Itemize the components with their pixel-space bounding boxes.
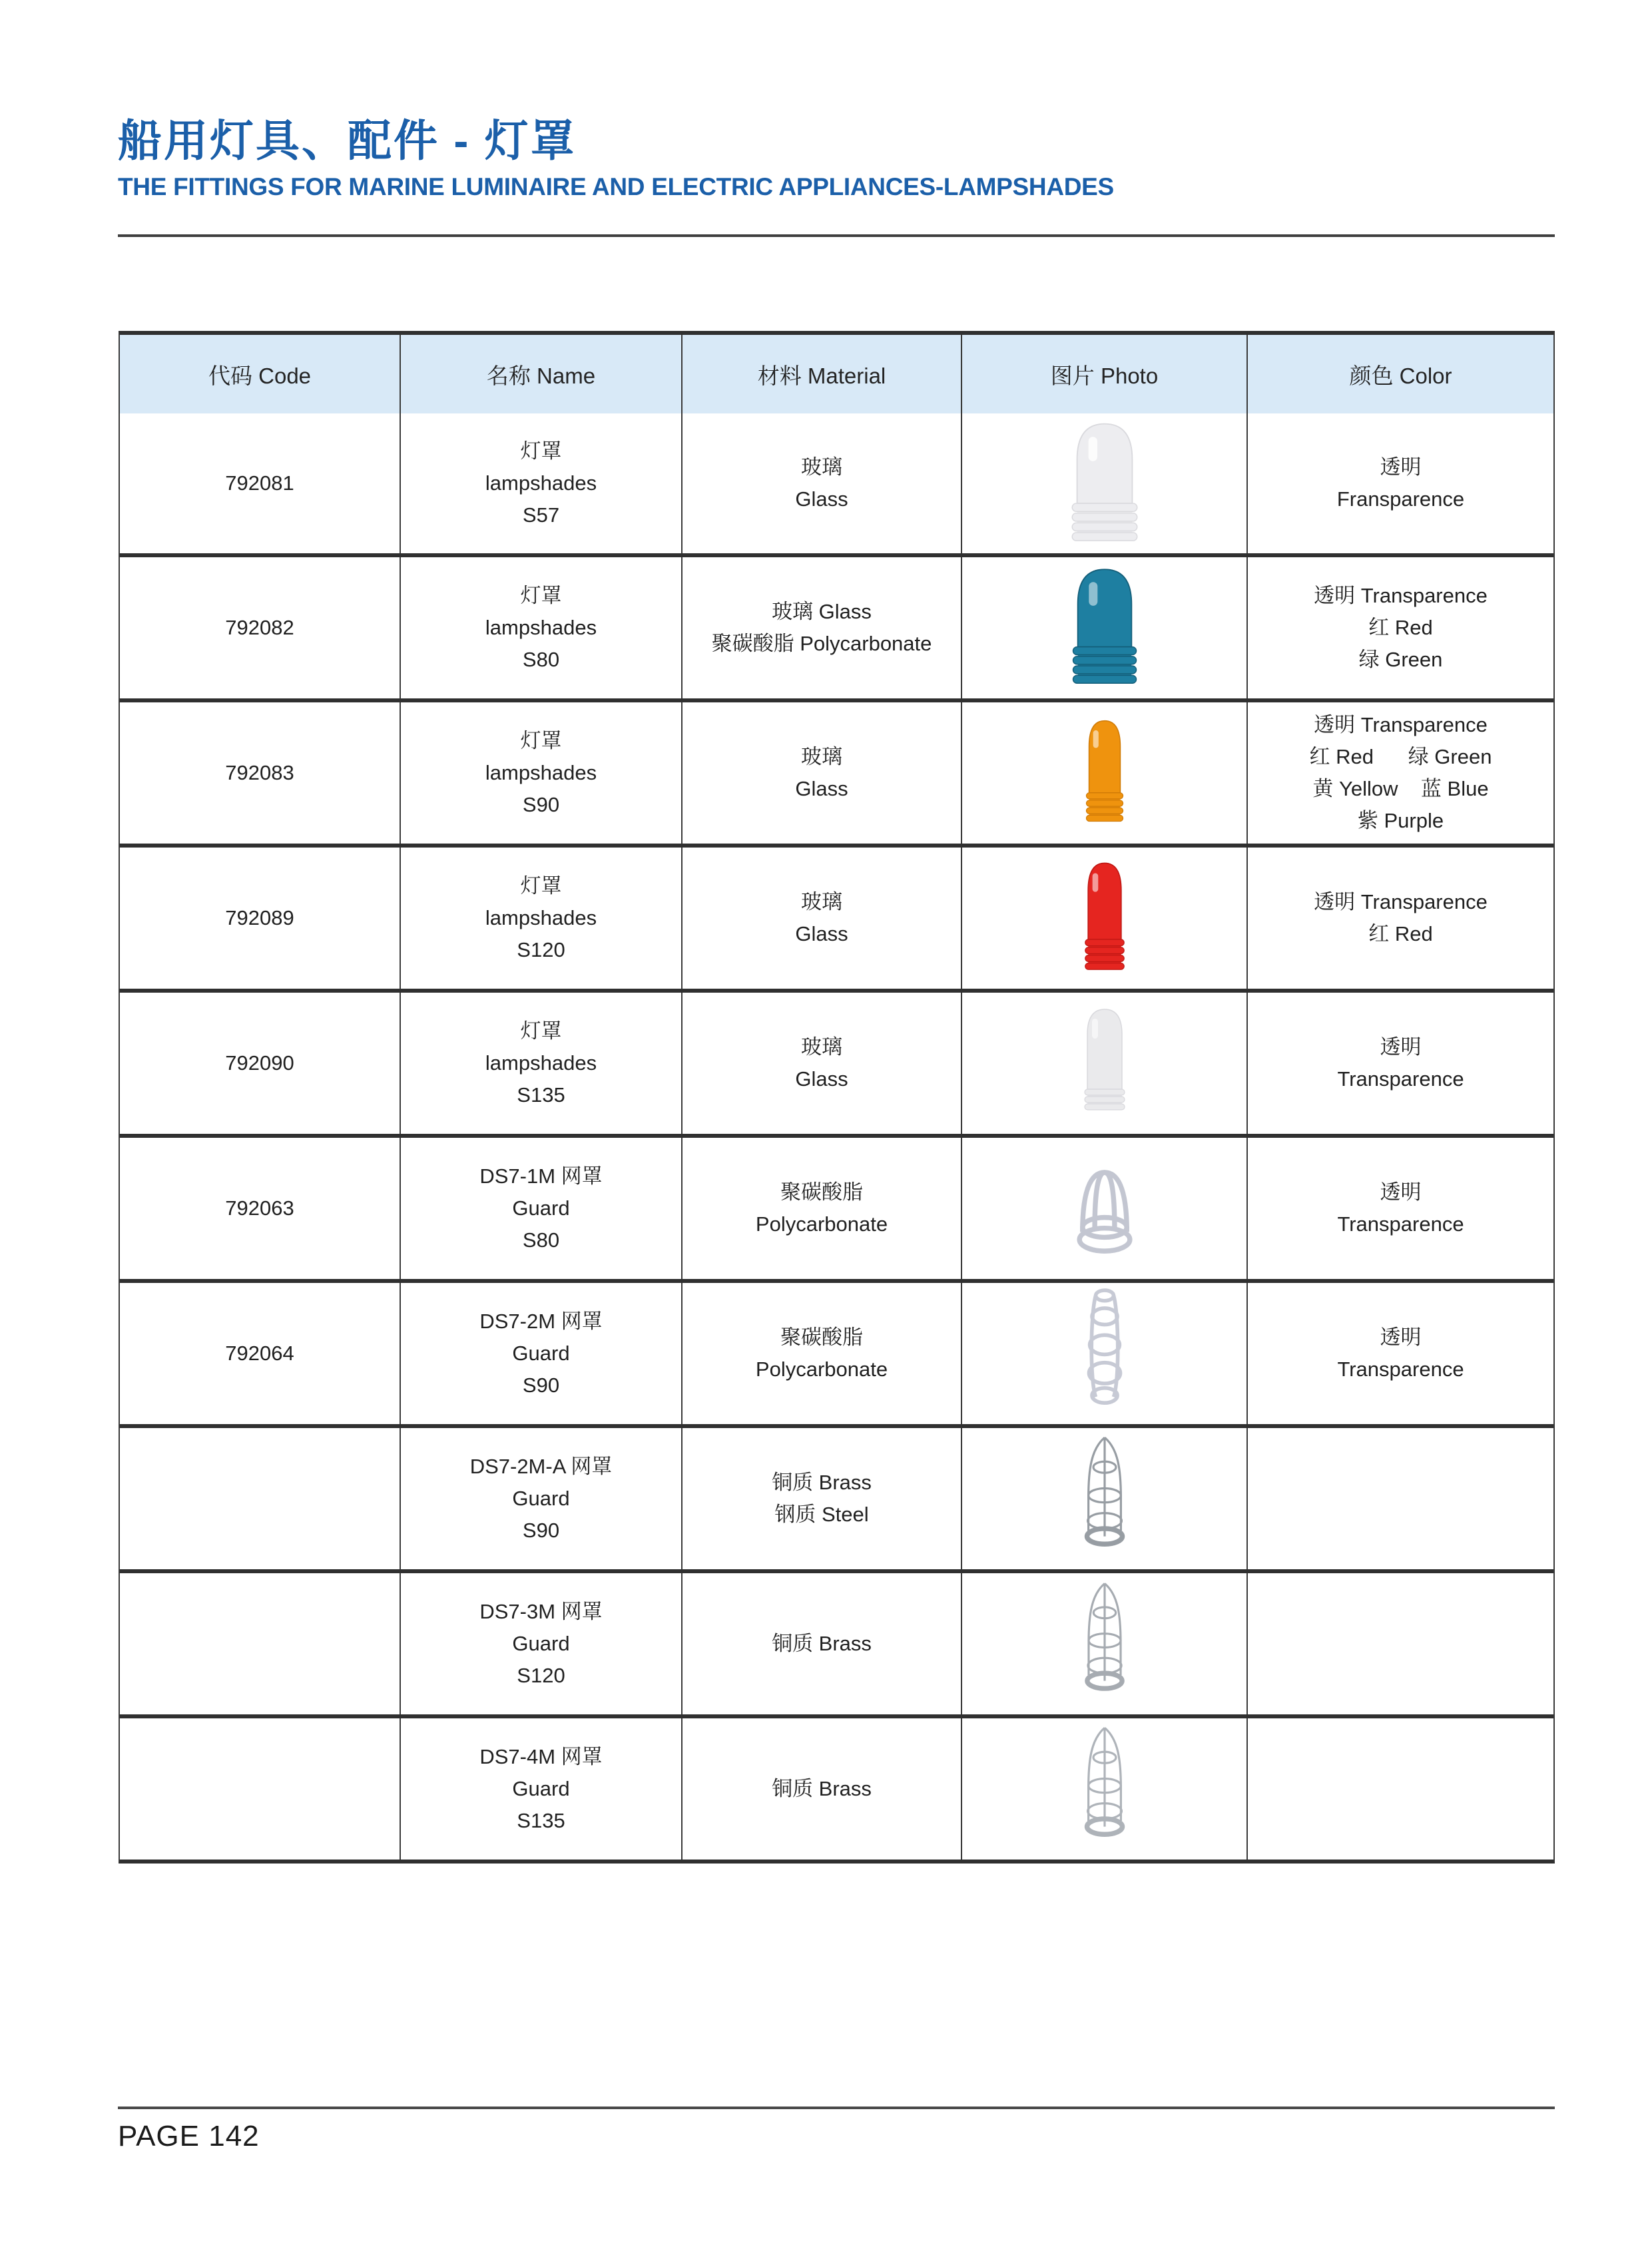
color-cell xyxy=(1246,1283,1553,1424)
photo-cell xyxy=(961,848,1246,989)
code-cell xyxy=(120,1718,400,1860)
material-text: 玻璃 xyxy=(801,455,842,479)
page-title: 船用灯具、配件 - 灯罩 xyxy=(118,116,577,165)
name-text: S90 xyxy=(522,793,560,816)
metal-wire-guard-photo xyxy=(1067,1577,1142,1711)
name-text: S57 xyxy=(522,503,560,527)
table-row xyxy=(120,844,1553,989)
color-cell xyxy=(1246,1138,1553,1279)
clear-polycarbonate-guard-photo xyxy=(1055,1146,1155,1270)
material-text: 铜质 Brass xyxy=(772,1777,872,1800)
table-row xyxy=(120,553,1553,698)
table-body xyxy=(120,413,1553,1860)
code-cell xyxy=(120,1138,400,1279)
photo-cell xyxy=(961,1573,1246,1714)
table-row xyxy=(120,1279,1553,1424)
material-text: 铜质 Brass xyxy=(772,1471,872,1494)
material-cell xyxy=(681,993,961,1134)
material-text: Polycarbonate xyxy=(755,1358,888,1381)
color-text: Fransparence xyxy=(1336,487,1465,511)
name-text: lampshades xyxy=(485,616,597,639)
photo-cell xyxy=(961,413,1246,553)
name-text: lampshades xyxy=(485,906,597,929)
color-cell xyxy=(1246,557,1553,698)
material-text: 聚碳酸脂 xyxy=(780,1180,863,1204)
name-text: lampshades xyxy=(485,761,597,784)
code-cell xyxy=(120,413,400,553)
name-text: Guard xyxy=(512,1777,570,1800)
material-text: Glass xyxy=(795,922,848,945)
color-cell xyxy=(1246,702,1553,844)
product-code: 792081 xyxy=(225,471,294,495)
color-text: 透明 Transparence xyxy=(1314,584,1488,607)
page-number: PAGE 142 xyxy=(118,2120,260,2152)
color-text: 透明 Transparence xyxy=(1314,890,1488,913)
product-code: 792063 xyxy=(225,1196,294,1220)
name-text: DS7-2M 网罩 xyxy=(479,1310,603,1333)
name-text: 灯罩 xyxy=(520,584,562,607)
name-cell xyxy=(400,413,681,553)
product-code: 792083 xyxy=(225,761,294,784)
material-text: 玻璃 Glass xyxy=(772,600,872,623)
name-text: DS7-4M 网罩 xyxy=(479,1745,603,1768)
name-cell xyxy=(400,1573,681,1714)
column-header-0: 代码 Code xyxy=(208,363,312,388)
color-text: 透明 xyxy=(1380,1326,1422,1349)
table-header-row xyxy=(120,335,1553,413)
table-row xyxy=(120,1569,1553,1714)
name-text: 灯罩 xyxy=(520,439,562,463)
name-text: Guard xyxy=(512,1196,570,1220)
name-cell xyxy=(400,1283,681,1424)
product-code: 792089 xyxy=(225,906,294,929)
red-lampshade-photo xyxy=(1069,850,1141,987)
name-text: Guard xyxy=(512,1487,570,1510)
metal-wire-guard-photo xyxy=(1069,1429,1140,1569)
table-row xyxy=(120,1134,1553,1279)
name-text: lampshades xyxy=(485,1051,597,1075)
color-cell xyxy=(1246,1718,1553,1860)
metal-wire-guard-photo xyxy=(1069,1718,1140,1860)
color-cell xyxy=(1246,848,1553,989)
name-cell xyxy=(400,1718,681,1860)
photo-cell xyxy=(961,993,1246,1134)
frosted-white-lampshade-photo xyxy=(1071,993,1138,1134)
orange-lampshade-photo xyxy=(1071,706,1139,840)
color-text: 红 Red xyxy=(1368,922,1433,945)
blue-lampshade-photo xyxy=(1055,560,1155,696)
name-text: DS7-1M 网罩 xyxy=(479,1164,603,1188)
name-cell xyxy=(400,702,681,844)
color-text: 黄 Yellow 蓝 Blue xyxy=(1312,777,1489,800)
name-text: Guard xyxy=(512,1342,570,1365)
name-text: 灯罩 xyxy=(520,874,562,897)
material-text: 玻璃 xyxy=(801,745,842,768)
photo-cell xyxy=(961,1283,1246,1424)
name-text: 灯罩 xyxy=(520,729,562,752)
color-text: Transparence xyxy=(1337,1212,1464,1236)
name-cell xyxy=(400,993,681,1134)
color-text: Transparence xyxy=(1337,1067,1464,1091)
name-text: DS7-2M-A 网罩 xyxy=(469,1455,613,1478)
material-cell xyxy=(681,702,961,844)
code-cell xyxy=(120,557,400,698)
name-text: S80 xyxy=(522,1228,560,1252)
color-text: 红 Red 绿 Green xyxy=(1309,745,1492,768)
name-cell xyxy=(400,557,681,698)
material-text: Polycarbonate xyxy=(755,1212,888,1236)
material-text: 聚碳酸脂 Polycarbonate xyxy=(711,632,932,655)
name-text: S120 xyxy=(517,938,565,961)
column-header-3: 图片 Photo xyxy=(961,335,1246,413)
code-cell xyxy=(120,1428,400,1569)
product-code: 792090 xyxy=(225,1051,294,1075)
name-text: 灯罩 xyxy=(520,1019,562,1043)
photo-cell xyxy=(961,702,1246,844)
name-text: S80 xyxy=(522,648,560,671)
photo-cell xyxy=(961,1718,1246,1860)
material-cell xyxy=(681,848,961,989)
material-cell xyxy=(681,1428,961,1569)
table-row xyxy=(120,1424,1553,1569)
table-row xyxy=(120,698,1553,844)
color-text: 紫 Purple xyxy=(1357,809,1444,832)
material-text: 玻璃 xyxy=(801,890,842,913)
table-row xyxy=(120,1714,1553,1860)
name-text: S90 xyxy=(522,1373,560,1397)
material-text: 玻璃 xyxy=(801,1035,842,1059)
color-text: 透明 xyxy=(1380,455,1422,479)
material-cell xyxy=(681,1283,961,1424)
table-row xyxy=(120,989,1553,1134)
name-text: lampshades xyxy=(485,471,597,495)
name-cell xyxy=(400,1138,681,1279)
name-cell xyxy=(400,848,681,989)
material-text: 聚碳酸脂 xyxy=(780,1326,863,1349)
photo-cell xyxy=(961,1428,1246,1569)
product-code: 792082 xyxy=(225,616,294,639)
products-table xyxy=(119,331,1555,1864)
material-cell xyxy=(681,557,961,698)
color-cell xyxy=(1246,993,1553,1134)
name-text: Guard xyxy=(512,1632,570,1655)
color-cell xyxy=(1246,1573,1553,1714)
material-text: Glass xyxy=(795,1067,848,1091)
code-cell xyxy=(120,1573,400,1714)
code-cell xyxy=(120,993,400,1134)
column-header-2: 材料 Material xyxy=(681,335,961,413)
code-cell xyxy=(120,1283,400,1424)
color-text: 红 Red xyxy=(1368,616,1433,639)
code-cell xyxy=(120,702,400,844)
material-text: 铜质 Brass xyxy=(772,1632,872,1655)
material-text: Glass xyxy=(795,487,848,511)
color-text: 透明 xyxy=(1380,1180,1422,1204)
photo-cell xyxy=(961,557,1246,698)
color-cell xyxy=(1246,413,1553,553)
page-subtitle: THE FITTINGS FOR MARINE LUMINAIRE AND ELECTRIC APPLIANCES-LAMPSHADES xyxy=(118,173,1114,200)
code-cell xyxy=(120,848,400,989)
material-cell xyxy=(681,1138,961,1279)
material-cell xyxy=(681,1718,961,1860)
column-header-4: 颜色 Color xyxy=(1246,335,1553,413)
color-text: 透明 Transparence xyxy=(1314,713,1488,736)
material-text: Glass xyxy=(795,777,848,800)
clear-polycarbonate-guard-photo xyxy=(1067,1284,1142,1423)
product-code: 792064 xyxy=(225,1342,294,1365)
name-cell xyxy=(400,1428,681,1569)
name-text: S135 xyxy=(517,1809,565,1832)
name-text: S135 xyxy=(517,1083,565,1107)
color-cell xyxy=(1246,1428,1553,1569)
photo-cell xyxy=(961,1138,1246,1279)
material-cell xyxy=(681,413,961,553)
name-text: S90 xyxy=(522,1519,560,1542)
material-cell xyxy=(681,1573,961,1714)
color-text: 透明 xyxy=(1380,1035,1422,1059)
header-divider xyxy=(118,234,1555,237)
name-text: DS7-3M 网罩 xyxy=(479,1600,603,1623)
table-row xyxy=(120,413,1553,553)
footer-divider xyxy=(118,2107,1555,2109)
column-header-1: 名称 Name xyxy=(400,335,681,413)
name-text: S120 xyxy=(517,1664,565,1687)
color-text: Transparence xyxy=(1337,1358,1464,1381)
color-text: 绿 Green xyxy=(1358,648,1443,671)
material-text: 钢质 Steel xyxy=(774,1503,869,1526)
frosted-white-lampshade-photo xyxy=(1058,414,1151,553)
